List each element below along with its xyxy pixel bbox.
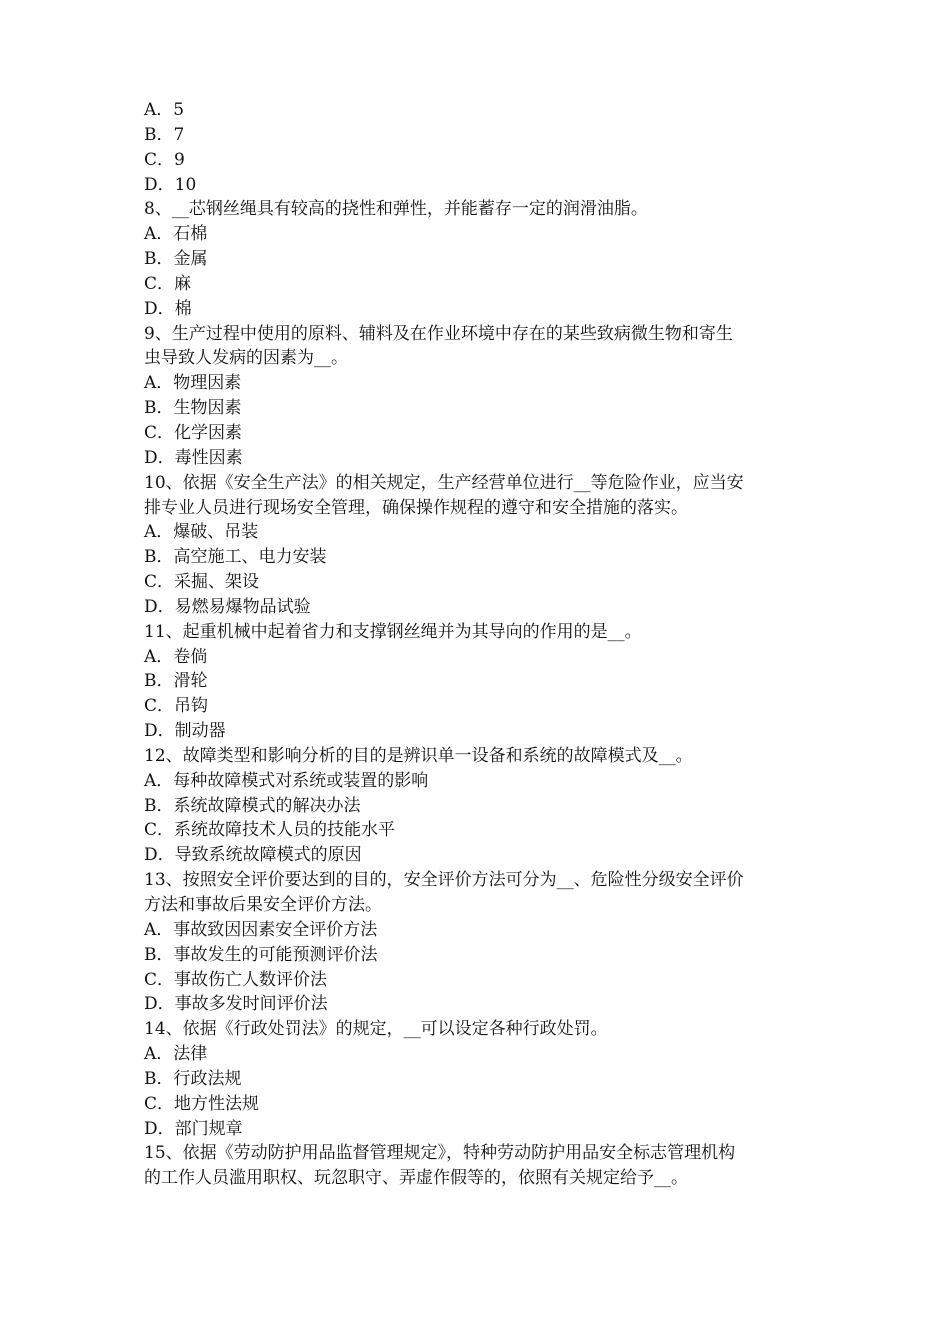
question-text-line: 虫导致人发病的因素为__。 [144, 348, 348, 369]
question-text-line: 10、依据《安全生产法》的相关规定，生产经营单位进行__等危险作业，应当安 [144, 472, 744, 493]
answer-option: A．5 [144, 100, 185, 120]
answer-option: C．吊钩 [144, 696, 209, 717]
answer-option: D．易燃易爆物品试验 [144, 596, 311, 617]
answer-option: A．物理因素 [144, 373, 242, 394]
answer-option: B．生物因素 [144, 398, 242, 419]
answer-option: B．行政法规 [144, 1068, 242, 1089]
answer-option: D．导致系统故障模式的原因 [144, 845, 362, 866]
question-text-line: 11、起重机械中起着省力和支撑钢丝绳并为其导向的作用的是__。 [144, 621, 642, 642]
answer-option: D．棉 [144, 298, 192, 319]
answer-option: A．石棉 [144, 224, 208, 245]
answer-option: D．部门规章 [144, 1118, 243, 1139]
answer-option: A．爆破、吊装 [144, 522, 259, 543]
answer-option: B．事故发生的可能预测评价法 [144, 944, 378, 965]
answer-option: C．麻 [144, 273, 192, 294]
answer-option: A．事故致因因素安全评价方法 [144, 919, 378, 940]
answer-option: B．7 [144, 124, 185, 145]
answer-option: D．事故多发时间评价法 [144, 994, 328, 1015]
answer-option: B．系统故障模式的解决办法 [144, 795, 361, 816]
question-text-line: 12、故障类型和影响分析的目的是辨识单一设备和系统的故障模式及__。 [144, 745, 693, 766]
question-text-line: 8、__芯钢丝绳具有较高的挠性和弹性，并能蓄存一定的润滑油脂。 [144, 199, 648, 220]
answer-option: B．高空施工、电力安装 [144, 547, 327, 568]
answer-option: C．地方性法规 [144, 1093, 260, 1114]
answer-option: D．制动器 [144, 721, 226, 742]
question-text-line: 14、依据《行政处罚法》的规定，__可以设定各种行政处罚。 [144, 1019, 608, 1040]
answer-option: C．采掘、架设 [144, 572, 260, 593]
answer-option: C．事故伤亡人数评价法 [144, 969, 328, 990]
question-text-line: 15、依据《劳动防护用品监督管理规定》，特种劳动防护用品安全标志管理机构 [144, 1143, 736, 1164]
answer-option: A．卷倘 [144, 646, 208, 667]
document-page [144, 98, 810, 1191]
question-text-line: 9、生产过程中使用的原料、辅料及在作业环境中存在的某些致病微生物和寄生 [144, 323, 733, 344]
answer-option: A．法律 [144, 1044, 208, 1065]
answer-option: C．9 [144, 149, 185, 170]
answer-option: B．金属 [144, 249, 208, 270]
answer-option: B．滑轮 [144, 671, 208, 692]
answer-option: C．化学因素 [144, 422, 243, 443]
question-text-line: 方法和事故后果安全评价方法。 [144, 895, 382, 915]
answer-option: D．毒性因素 [144, 447, 243, 468]
question-text-line: 13、按照安全评价要达到的目的，安全评价方法可分为__、危险性分级安全评价 [144, 870, 744, 891]
answer-option: A．每种故障模式对系统或装置的影响 [144, 770, 429, 791]
answer-option: D．10 [144, 174, 197, 195]
question-text-line: 的工作人员滥用职权、玩忽职守、弄虚作假等的，依照有关规定给予__。 [144, 1168, 688, 1189]
answer-option: C．系统故障技术人员的技能水平 [144, 820, 396, 841]
question-text-line: 排专业人员进行现场安全管理，确保操作规程的遵守和安全措施的落实。 [144, 497, 688, 518]
